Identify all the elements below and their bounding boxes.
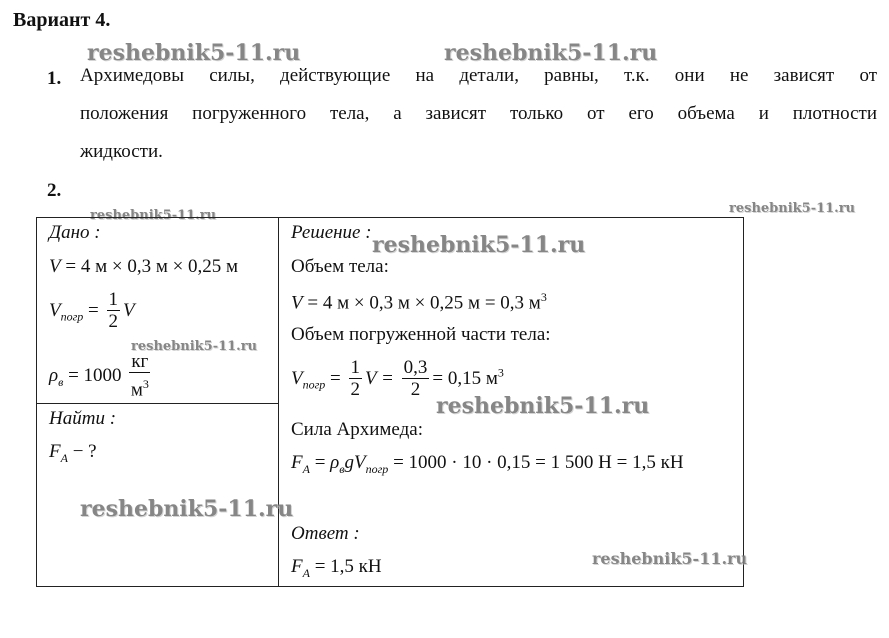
given-volume: V = 4 м × 0,3 м × 0,25 м <box>49 256 239 277</box>
find-force: $F_A$ − ? <box>49 441 97 465</box>
answer-value: $F_A = 1,5$ кН <box>291 556 382 580</box>
watermark: reshebnik5-11.ru <box>729 201 856 216</box>
watermark: reshebnik5-11.ru <box>90 208 217 223</box>
table-horizontal-divider <box>36 403 278 404</box>
volume-formula: V = 4 м × 0,3 м × 0,25 м = 0,3 $м^3$ <box>291 290 547 314</box>
variant-heading: Вариант 4. <box>13 9 111 31</box>
given-submerged-volume: $V_{погр}$ = $\frac{1}{2}$ V <box>49 289 135 332</box>
submerged-formula: $V_{погр}$ = $\frac{1}{2}$ V = $\frac{0,3}{2}$ = 0,15 $м^3$ <box>291 357 504 400</box>
submerged-title: Объем погруженной части тела: <box>291 324 551 345</box>
watermark: reshebnik5-11.ru <box>80 496 294 522</box>
solution-label: Решение : <box>291 222 372 243</box>
watermark: reshebnik5-11.ru <box>444 40 658 66</box>
item-1-line: Архимедовы силы, действующие на детали, равны, т.к. они не зависят от <box>80 65 877 86</box>
watermark: reshebnik5-11.ru <box>131 339 258 354</box>
watermark: reshebnik5-11.ru <box>592 549 748 568</box>
table-vertical-divider <box>278 217 279 586</box>
watermark: reshebnik5-11.ru <box>87 40 301 66</box>
answer-label: Ответ : <box>291 523 360 544</box>
force-formula: $F_A = \rho_вgV_{погр} = 1000 \cdot 10 \cdot 0,15 = 1$ 500 Н = 1,5 кН <box>291 452 684 476</box>
given-density: $\rho_в = 1000$ $\frac{кг}{м^3}$ <box>49 351 149 401</box>
force-title: Сила Архимеда: <box>291 419 423 440</box>
given-label: Дано : <box>49 222 101 243</box>
watermark: reshebnik5-11.ru <box>436 393 650 419</box>
item-1-text <box>80 57 877 171</box>
find-label: Найти : <box>49 408 117 429</box>
item-1-number: 1. <box>47 68 62 89</box>
item-1-line: положения погруженного тела, а зависят только от его объема и плотности <box>80 103 877 124</box>
volume-title: Объем тела: <box>291 256 389 277</box>
item-1-line: жидкости. <box>80 141 163 162</box>
watermark: reshebnik5-11.ru <box>372 232 586 258</box>
item-2-number: 2. <box>47 180 62 201</box>
